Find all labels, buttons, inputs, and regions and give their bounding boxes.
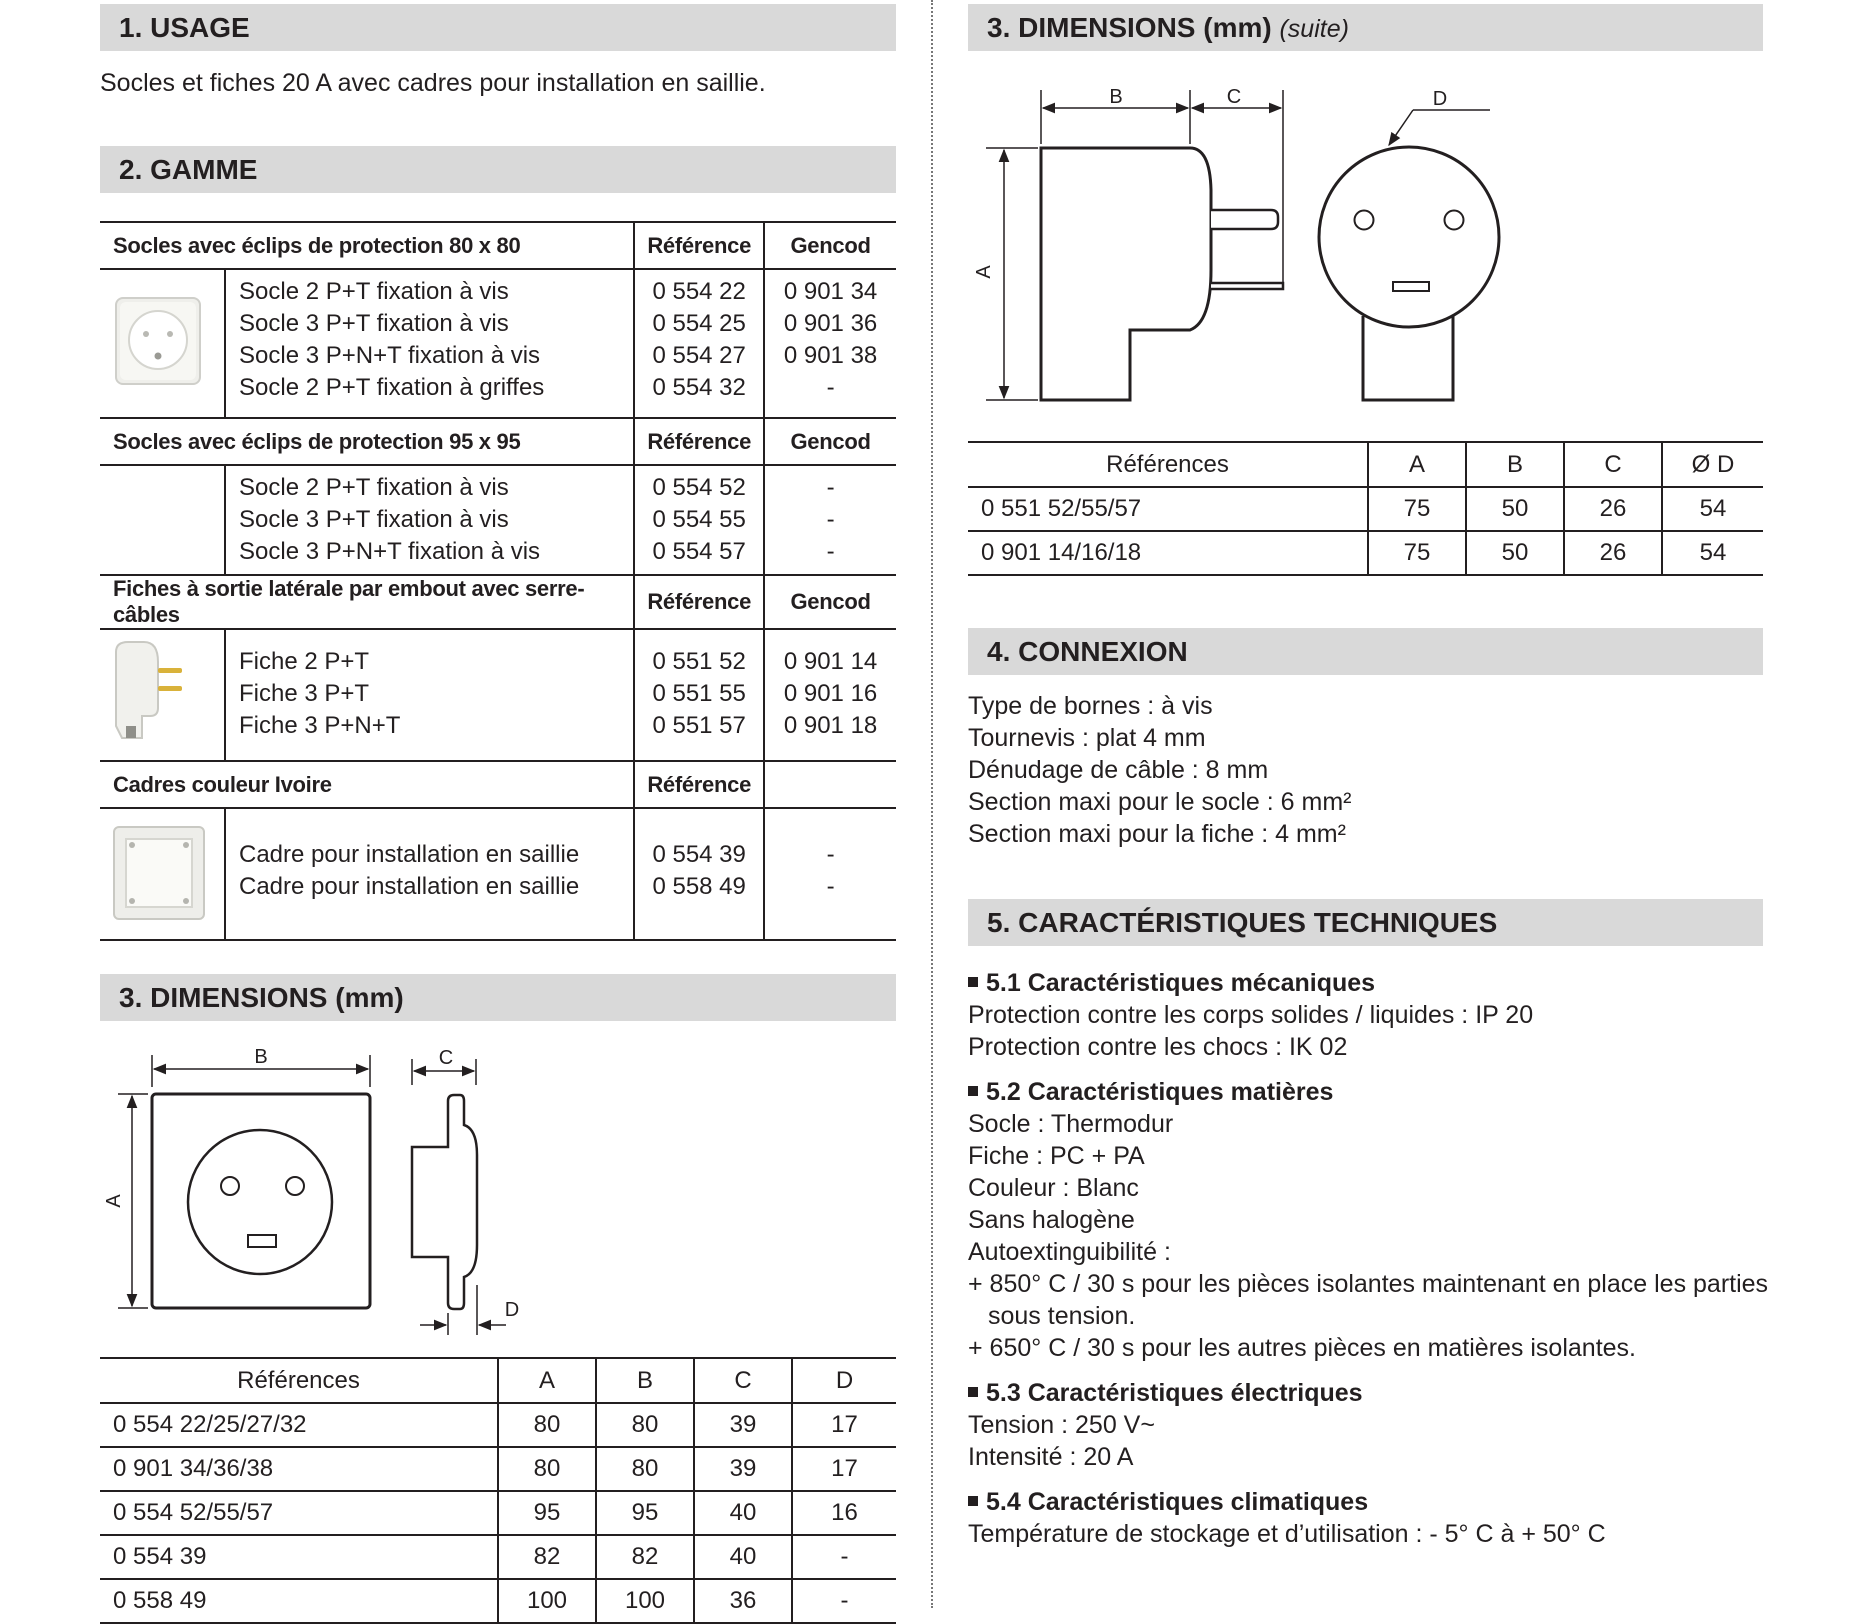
- dim-label-c: C: [438, 1047, 454, 1069]
- subsection-title-text: 5.4 Caractéristiques climatiques: [986, 1488, 1369, 1516]
- cell-ref: 0 901 14/16/18: [968, 531, 1368, 575]
- product-gencod: -: [826, 873, 835, 900]
- product-image-cell: [100, 465, 225, 575]
- gamme-group-header: [100, 761, 896, 808]
- dimensions-header-row: [100, 1358, 896, 1403]
- cell-a: 75: [1368, 531, 1466, 575]
- product-reference: 0 554 27: [652, 342, 746, 369]
- section-connexion-header: [968, 628, 1763, 675]
- carac-line: Fiche : PC + PA: [968, 1142, 1145, 1170]
- product-description: Cadre pour installation en saillie: [239, 841, 580, 868]
- product-description: Socle 3 P+N+T fixation à vis: [239, 342, 541, 369]
- cell-c: 39: [694, 1447, 792, 1491]
- section-dimensions-title: 3. DIMENSIONS (mm): [119, 982, 404, 1013]
- gencod-header: Gencod: [764, 222, 896, 269]
- subsection-title-text: 5.2 Caractéristiques matières: [986, 1078, 1334, 1106]
- cell-c: 26: [1564, 487, 1662, 531]
- description-cell: [225, 808, 634, 940]
- cell-d: 54: [1662, 487, 1763, 531]
- table-row: [968, 487, 1763, 531]
- product-reference: 0 551 57: [652, 712, 746, 739]
- dim-label-b: B: [254, 1046, 268, 1068]
- section-gamme-header: [100, 146, 896, 193]
- product-description: Socle 3 P+T fixation à vis: [239, 310, 509, 337]
- product-reference: 0 551 52: [652, 648, 746, 675]
- product-reference: 0 554 22: [652, 278, 746, 305]
- cell-a: 95: [498, 1491, 596, 1535]
- carac-line: Couleur : Blanc: [968, 1174, 1139, 1202]
- cell-a: 80: [498, 1447, 596, 1491]
- bullet-square-icon: [968, 1086, 978, 1096]
- connexion-line: Section maxi pour le socle : 6 mm²: [968, 788, 1352, 816]
- product-gencod: -: [826, 506, 835, 533]
- product-gencod: 0 901 16: [783, 680, 878, 707]
- section-caracteristiques-header: [968, 899, 1763, 946]
- cell-c: 26: [1564, 531, 1662, 575]
- reference-cell: [634, 465, 764, 575]
- col-header-references: Références: [968, 442, 1368, 487]
- gamme-table: [100, 221, 896, 941]
- cell-c: 36: [694, 1579, 792, 1623]
- product-gencod: -: [826, 374, 835, 401]
- gamme-group-header: [100, 575, 896, 629]
- gencod-cell: [764, 629, 896, 761]
- dim-label-a: A: [973, 265, 995, 279]
- section-dimensions-suite-title: 3. DIMENSIONS (mm): [987, 12, 1272, 43]
- cell-b: 80: [596, 1403, 694, 1447]
- carac-line: Autoextinguibilité :: [968, 1238, 1171, 1266]
- subsection-title-text: 5.1 Caractéristiques mécaniques: [986, 969, 1376, 997]
- cell-d: -: [792, 1579, 896, 1623]
- subsection-matieres-title: [968, 1076, 1333, 1108]
- dim-label-d: D: [1432, 88, 1448, 110]
- product-gencod: 0 901 38: [783, 342, 878, 369]
- gamme-group-header: [100, 222, 896, 269]
- carac-line: Tension : 250 V~: [968, 1411, 1155, 1439]
- carac-line: Température de stockage et d’utilisation : - 5° C à + 50° C: [968, 1520, 1606, 1548]
- reference-cell: [634, 808, 764, 940]
- bullet-square-icon: [968, 977, 978, 987]
- cell-d: 54: [1662, 531, 1763, 575]
- reference-cell: [634, 629, 764, 761]
- product-description: Fiche 3 P+N+T: [239, 712, 401, 739]
- group-title: Socles avec éclips de protection 95 x 95: [100, 418, 634, 465]
- col-header-c: C: [1564, 442, 1662, 487]
- cell-a: 80: [498, 1403, 596, 1447]
- cell-d: 16: [792, 1491, 896, 1535]
- dimensions-suite-table: [968, 441, 1763, 576]
- product-description: Socle 2 P+T fixation à vis: [239, 474, 509, 501]
- cell-d: -: [792, 1535, 896, 1579]
- gamme-group-header: [100, 418, 896, 465]
- product-gencod: -: [826, 474, 835, 501]
- cell-c: 40: [694, 1535, 792, 1579]
- socket-80-image: [100, 270, 224, 410]
- product-reference: 0 554 39: [652, 841, 746, 868]
- gamme-group-body: [100, 808, 896, 940]
- product-description: Socle 3 P+N+T fixation à vis: [239, 538, 541, 565]
- cell-b: 82: [596, 1535, 694, 1579]
- carac-line: + 650° C / 30 s pour les autres pièces en matières isolantes.: [968, 1334, 1636, 1362]
- product-gencod: -: [826, 538, 835, 565]
- col-header-b: B: [1466, 442, 1564, 487]
- section-gamme-title: 2. GAMME: [119, 154, 258, 185]
- cell-c: 40: [694, 1491, 792, 1535]
- gencod-header: Gencod: [764, 575, 896, 629]
- gamme-group-body: [100, 269, 896, 418]
- section-usage-title: 1. USAGE: [119, 12, 250, 43]
- plug-dimension-drawing: [968, 80, 1528, 410]
- cell-ref: 0 554 39: [100, 1535, 498, 1579]
- connexion-line: Dénudage de câble : 8 mm: [968, 756, 1269, 784]
- cell-d: 17: [792, 1403, 896, 1447]
- connexion-line: Section maxi pour la fiche : 4 mm²: [968, 820, 1346, 848]
- product-reference: 0 554 32: [652, 374, 746, 401]
- description-cell: [225, 465, 634, 575]
- section-dimensions-header: [100, 974, 896, 1021]
- plug-image: [100, 630, 224, 753]
- subsection-climatiques-title: [968, 1486, 1368, 1518]
- carac-line: Intensité : 20 A: [968, 1443, 1134, 1471]
- product-image-cell: [100, 808, 225, 940]
- frame-image: [100, 809, 224, 932]
- col-header-a: A: [1368, 442, 1466, 487]
- col-header-b: B: [596, 1358, 694, 1403]
- col-header-diameter-d: Ø D: [1662, 442, 1763, 487]
- cell-a: 82: [498, 1535, 596, 1579]
- section-connexion-title: 4. CONNEXION: [987, 636, 1188, 667]
- product-reference: 0 558 49: [652, 873, 746, 900]
- product-gencod: 0 901 36: [783, 310, 878, 337]
- bullet-square-icon: [968, 1496, 978, 1506]
- section-dimensions-suite-header: [968, 4, 1763, 51]
- cell-ref: 0 558 49: [100, 1579, 498, 1623]
- cell-a: 75: [1368, 487, 1466, 531]
- subsection-electriques-title: [968, 1377, 1363, 1409]
- gencod-header: [764, 761, 896, 808]
- description-cell: [225, 269, 634, 418]
- ref-header: Référence: [634, 761, 764, 808]
- carac-line: + 850° C / 30 s pour les pièces isolantes maintenant en place les parties: [968, 1270, 1769, 1298]
- product-description: Fiche 3 P+T: [239, 680, 370, 707]
- product-description: Cadre pour installation en saillie: [239, 873, 580, 900]
- dim-label-a: A: [103, 1194, 125, 1208]
- product-image-cell: [100, 629, 225, 761]
- cell-b: 100: [596, 1579, 694, 1623]
- column-divider: [931, 0, 933, 1608]
- table-row: [100, 1535, 896, 1579]
- cell-ref: 0 554 22/25/27/32: [100, 1403, 498, 1447]
- bullet-square-icon: [968, 1387, 978, 1397]
- table-row: [100, 1403, 896, 1447]
- product-image-cell: [100, 269, 225, 418]
- col-header-references: Références: [100, 1358, 498, 1403]
- product-description: Fiche 2 P+T: [239, 648, 370, 675]
- gencod-header: Gencod: [764, 418, 896, 465]
- cell-ref: 0 551 52/55/57: [968, 487, 1368, 531]
- product-gencod: 0 901 34: [783, 278, 878, 305]
- dimensions-table: [100, 1357, 896, 1624]
- description-cell: [225, 629, 634, 761]
- product-reference: 0 551 55: [652, 680, 746, 707]
- table-row: [100, 1579, 896, 1623]
- cell-ref: 0 554 52/55/57: [100, 1491, 498, 1535]
- suite-label: (suite): [1279, 15, 1349, 43]
- product-reference: 0 554 52: [652, 474, 746, 501]
- product-gencod: 0 901 18: [783, 712, 878, 739]
- dim-label-d: D: [504, 1299, 520, 1321]
- group-title: Socles avec éclips de protection 80 x 80: [100, 222, 634, 269]
- group-title: Cadres couleur Ivoire: [100, 761, 634, 808]
- product-reference: 0 554 57: [652, 538, 746, 565]
- carac-line: Protection contre les corps solides / liquides : IP 20: [968, 1001, 1534, 1029]
- product-reference: 0 554 25: [652, 310, 746, 337]
- dim-label-b: B: [1109, 86, 1123, 108]
- dimensions-header-row: [968, 442, 1763, 487]
- product-gencod: -: [826, 841, 835, 868]
- carac-line: Protection contre les chocs : IK 02: [968, 1033, 1348, 1061]
- cell-d: 17: [792, 1447, 896, 1491]
- gencod-cell: [764, 808, 896, 940]
- product-description: Socle 3 P+T fixation à vis: [239, 506, 509, 533]
- dim-label-c: C: [1226, 86, 1242, 108]
- socket-dimension-drawing: [100, 1045, 560, 1345]
- cell-b: 50: [1466, 531, 1564, 575]
- gamme-group-body: [100, 465, 896, 575]
- product-description: Socle 2 P+T fixation à griffes: [239, 374, 545, 401]
- ref-header: Référence: [634, 418, 764, 465]
- product-description: Socle 2 P+T fixation à vis: [239, 278, 509, 305]
- cell-b: 80: [596, 1447, 694, 1491]
- carac-line: Sans halogène: [968, 1206, 1135, 1234]
- col-header-a: A: [498, 1358, 596, 1403]
- col-header-d: D: [792, 1358, 896, 1403]
- cell-b: 50: [1466, 487, 1564, 531]
- cell-a: 100: [498, 1579, 596, 1623]
- cell-ref: 0 901 34/36/38: [100, 1447, 498, 1491]
- group-title: Fiches à sortie latérale par embout avec serre-câbles: [100, 575, 634, 629]
- product-gencod: 0 901 14: [783, 648, 878, 675]
- reference-cell: [634, 269, 764, 418]
- usage-text: Socles et fiches 20 A avec cadres pour installation en saillie.: [100, 69, 766, 97]
- subsection-mecaniques-title: [968, 967, 1375, 999]
- carac-line: Socle : Thermodur: [968, 1110, 1174, 1138]
- ref-header: Référence: [634, 575, 764, 629]
- section-caracteristiques-title: 5. CARACTÉRISTIQUES TECHNIQUES: [987, 907, 1498, 938]
- gamme-group-body: [100, 629, 896, 761]
- subsection-title-text: 5.3 Caractéristiques électriques: [986, 1379, 1363, 1407]
- section-usage-header: [100, 4, 896, 51]
- cell-b: 95: [596, 1491, 694, 1535]
- carac-line: sous tension.: [988, 1302, 1136, 1330]
- table-row: [968, 531, 1763, 575]
- product-reference: 0 554 55: [652, 506, 746, 533]
- col-header-c: C: [694, 1358, 792, 1403]
- table-row: [100, 1447, 896, 1491]
- connexion-line: Type de bornes : à vis: [968, 692, 1213, 720]
- gencod-cell: [764, 269, 896, 418]
- table-row: [100, 1491, 896, 1535]
- ref-header: Référence: [634, 222, 764, 269]
- gencod-cell: [764, 465, 896, 575]
- connexion-line: Tournevis : plat 4 mm: [968, 724, 1206, 752]
- cell-c: 39: [694, 1403, 792, 1447]
